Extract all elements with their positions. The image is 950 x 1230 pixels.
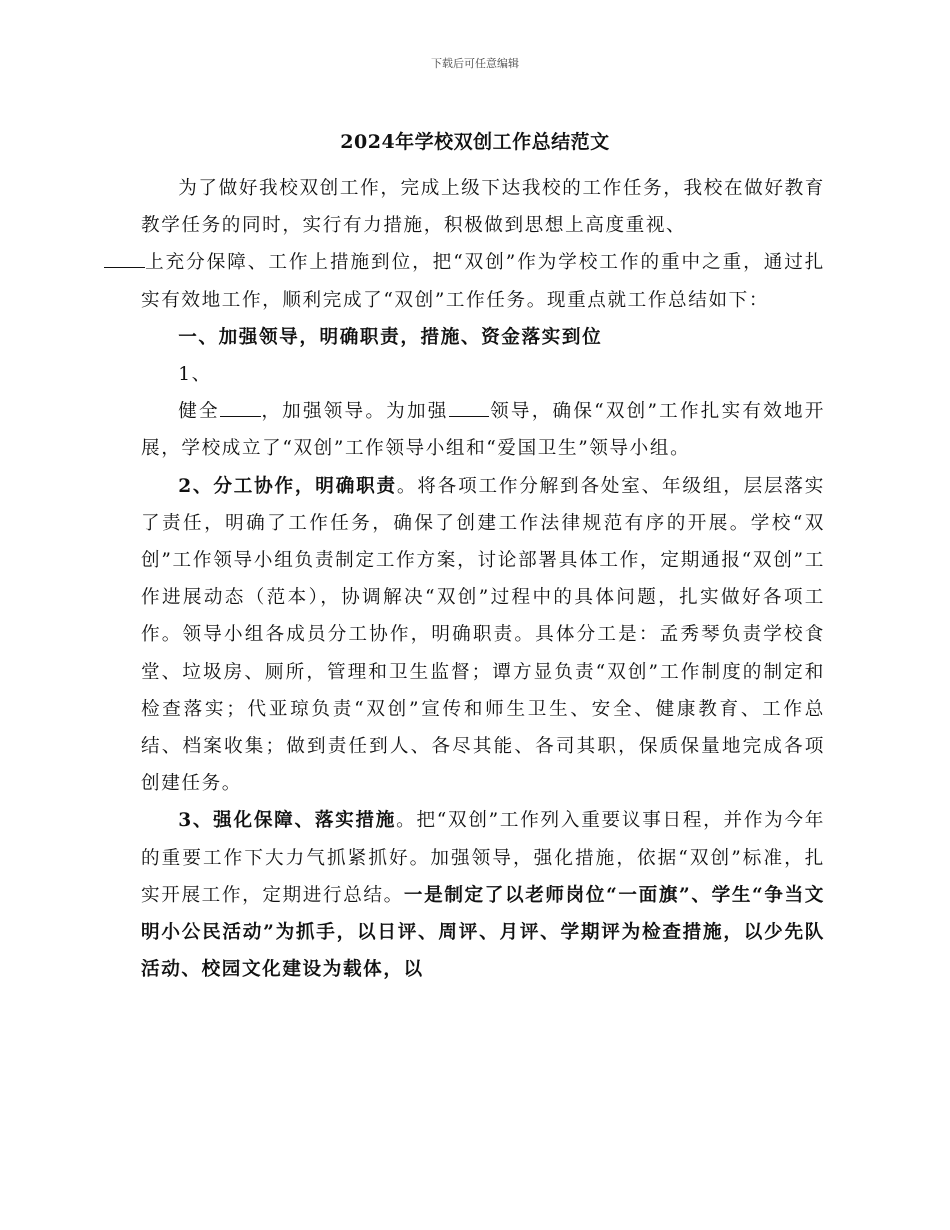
- item-1-text-b: ，加强领导。为加强: [260, 401, 449, 423]
- blank-line: [220, 399, 261, 417]
- item-3-bold-text: 一是制定了以老师岗位“一面旗”、学生“争当文明小公民活动”为抓手，以日评、周评、月评、学期评为检查措施，以少先队活动、校园文化建设为载体，以: [141, 884, 825, 981]
- blank-line: [104, 251, 145, 269]
- item-3-paragraph: [141, 802, 825, 988]
- item-2-paragraph: [141, 468, 825, 803]
- intro-text-part2: 上充分保障、工作上措施到位，把“双创”作为学校工作的重中之重，通过扎实有效地工作，顺利完成了“双创”工作任务。现重点就工作总结如下：: [141, 252, 825, 311]
- intro-text-part1: 为了做好我校双创工作，完成上级下达我校的工作任务，我校在做好教育教学任务的同时，实行有力措施，积极做到思想上高度重视、: [141, 178, 825, 237]
- blank-line: [449, 399, 490, 417]
- document-body: [141, 170, 825, 988]
- item-3-heading: 3、强化保障、落实措施: [178, 810, 397, 832]
- item-2-heading: 2、分工协作，明确职责: [178, 475, 397, 497]
- intro-paragraph: [141, 170, 825, 319]
- item-1-paragraph: [141, 393, 825, 467]
- item-1-text-a: 健全: [178, 401, 220, 423]
- document-title: 2024年学校双创工作总结范文: [340, 131, 610, 153]
- header-note: 下载后可任意编辑: [431, 57, 519, 70]
- item-2-text: 。将各项工作分解到各处室、年级组，层层落实了责任，明确了工作任务，确保了创建工作法律规范有序的开展。学校“双创”工作领导小组负责制定工作方案，讨论部署具体工作，定期通报“双创”工作进展动态（范本），协调解决“双创”过程中的具体问题，扎实做好各项工作。领导小组各成员分工协作，明确职责。具体分工是：孟秀琴负责学校食堂、垃圾房、厕所，管理和卫生监督；谭方显负责“双创”工作制度的制定和检查落实；代亚琼负责“双创”宣传和师生卫生、安全、健康教育、工作总结、档案收集；做到责任到人、各尽其能、各司其职，保质保量地完成各项创建任务。: [141, 475, 825, 795]
- item-1-text-c: 领导，确保“双创”工作扎实有效地开展，学校成立了“双创”工作领导小组和“爱国卫生”领导小组。: [141, 401, 825, 460]
- item-3-text: 。把“双创”工作列入重要议事日程，并作为今年的重要工作下大力气抓紧抓好。加强领导，强化措施，依据“双创”标准，扎实开展工作，定期进行总结。: [141, 810, 825, 906]
- item-1-number: 1、: [178, 364, 212, 386]
- section-heading-1: 一、加强领导，明确职责，措施、资金落实到位: [178, 326, 603, 348]
